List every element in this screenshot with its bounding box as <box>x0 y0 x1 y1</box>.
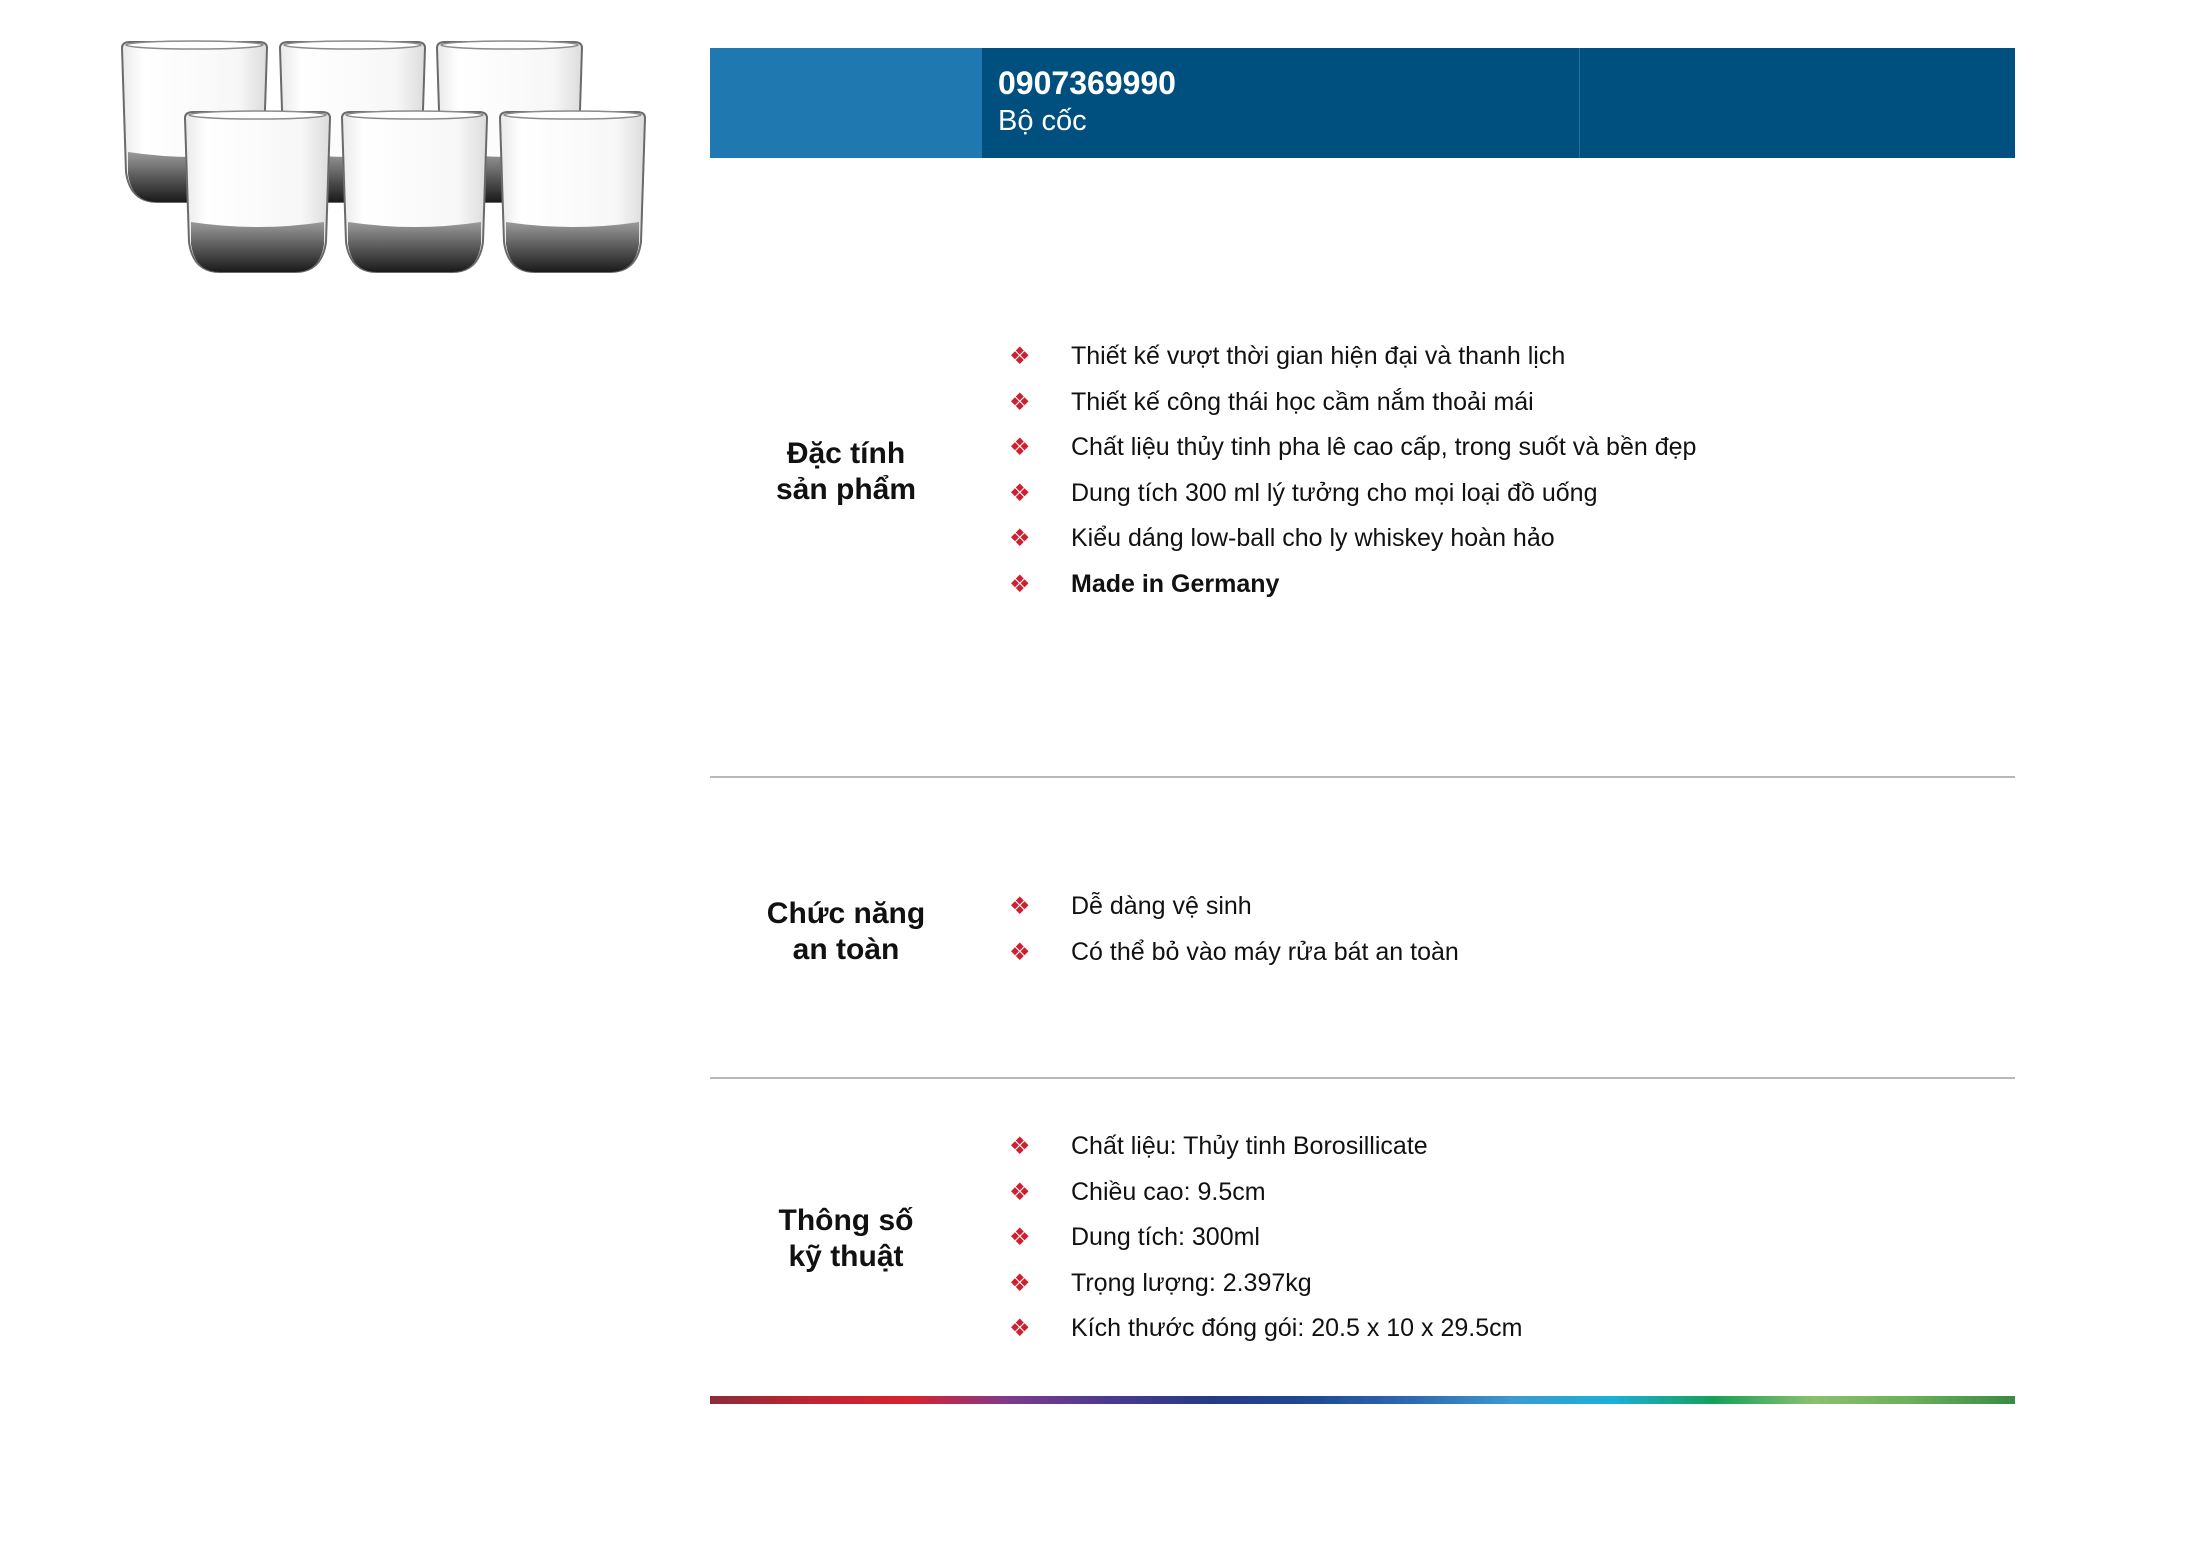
header-title-block <box>982 48 1580 158</box>
section-label-line: an toàn <box>792 933 900 966</box>
list-item-text: Chất liệu: Thủy tinh Borosillicate <box>1071 1132 1428 1161</box>
features-list <box>1005 334 1696 607</box>
diamond-ornament-icon: ❖ <box>1009 938 1031 966</box>
list-item <box>1005 334 1696 380</box>
diamond-ornament-icon: ❖ <box>1009 1133 1031 1161</box>
header-band <box>710 48 2015 158</box>
product-image <box>110 30 650 280</box>
list-item <box>1005 471 1696 517</box>
list-item <box>1005 425 1696 471</box>
header-accent <box>710 48 982 158</box>
list-item <box>1005 1306 1522 1352</box>
list-item-text: Thiết kế công thái học cầm nắm thoải mái <box>1071 387 1534 416</box>
list-item <box>1005 884 1459 930</box>
list-item <box>1005 562 1696 608</box>
list-item-text: Kích thước đóng gói: 20.5 x 10 x 29.5cm <box>1071 1314 1523 1343</box>
diamond-ornament-icon: ❖ <box>1009 1178 1031 1206</box>
glass-icon <box>500 111 645 272</box>
product-name: Bộ cốc <box>998 105 1087 138</box>
list-item-text: Thiết kế vượt thời gian hiện đại và thanh lịch <box>1071 342 1566 371</box>
diamond-ornament-icon: ❖ <box>1009 343 1031 371</box>
footer-color-bar <box>710 1396 2015 1404</box>
diamond-ornament-icon: ❖ <box>1009 479 1031 507</box>
list-item-text: Trọng lượng: 2.397kg <box>1071 1268 1312 1297</box>
section-label-specs <box>710 1203 982 1275</box>
list-item <box>1005 930 1459 976</box>
diamond-ornament-icon: ❖ <box>1009 525 1031 553</box>
list-item-text: Kiểu dáng low-ball cho ly whiskey hoàn hảo <box>1071 524 1555 553</box>
section-label-line: sản phẩm <box>775 473 917 506</box>
list-item <box>1005 1170 1522 1216</box>
list-item-text: Dung tích 300 ml lý tưởng cho mọi loại đồ uống <box>1071 478 1598 507</box>
section-label-line: kỹ thuật <box>788 1240 904 1273</box>
diamond-ornament-icon: ❖ <box>1009 388 1031 416</box>
product-code: 0907369990 <box>998 65 1176 101</box>
glass-icon <box>185 111 330 272</box>
diamond-ornament-icon: ❖ <box>1009 1224 1031 1252</box>
list-item-text: Chất liệu thủy tinh pha lê cao cấp, trong suốt và bền đẹp <box>1071 433 1697 462</box>
section-divider <box>710 776 2015 778</box>
section-label-features <box>710 436 982 508</box>
list-item-text: Dung tích: 300ml <box>1071 1223 1260 1252</box>
section-label-line: Thông số <box>778 1204 914 1237</box>
section-label-line: Đặc tính <box>786 437 906 470</box>
list-item-text: Có thể bỏ vào máy rửa bát an toàn <box>1071 937 1459 966</box>
section-label-safety <box>710 896 982 968</box>
safety-list <box>1005 884 1459 975</box>
list-item <box>1005 1215 1522 1261</box>
diamond-ornament-icon: ❖ <box>1009 893 1031 921</box>
list-item <box>1005 380 1696 426</box>
section-label-line: Chức năng <box>766 897 926 930</box>
section-divider <box>710 1077 2015 1079</box>
diamond-ornament-icon: ❖ <box>1009 1269 1031 1297</box>
list-item-text: Made in Germany <box>1071 569 1280 598</box>
list-item-text: Chiều cao: 9.5cm <box>1071 1177 1266 1206</box>
diamond-ornament-icon: ❖ <box>1009 1315 1031 1343</box>
diamond-ornament-icon: ❖ <box>1009 570 1031 598</box>
glass-icon <box>342 111 487 272</box>
specs-list <box>1005 1124 1522 1352</box>
list-item <box>1005 1261 1522 1307</box>
diamond-ornament-icon: ❖ <box>1009 434 1031 462</box>
list-item <box>1005 1124 1522 1170</box>
list-item-text: Dễ dàng vệ sinh <box>1071 892 1252 921</box>
list-item <box>1005 516 1696 562</box>
